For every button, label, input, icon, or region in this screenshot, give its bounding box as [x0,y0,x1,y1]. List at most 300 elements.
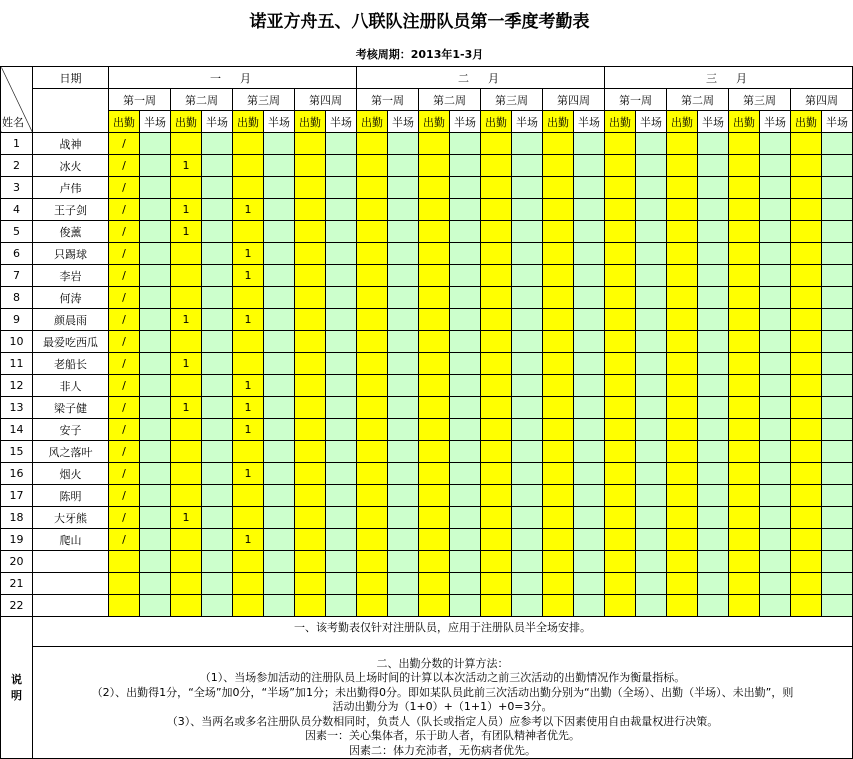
attend-cell[interactable] [419,375,450,397]
half-field-cell[interactable] [512,243,543,265]
attend-cell[interactable] [481,441,512,463]
half-field-cell[interactable] [140,287,171,309]
half-field-cell[interactable] [326,375,357,397]
attend-cell[interactable] [667,287,698,309]
attend-cell[interactable] [357,243,388,265]
half-field-cell[interactable] [264,353,295,375]
month-header-2[interactable]: 二 月 [357,67,605,89]
attend-cell[interactable] [791,133,822,155]
attend-cell[interactable] [233,573,264,595]
attend-cell[interactable] [481,463,512,485]
half-field-cell[interactable] [140,441,171,463]
half-field-cell[interactable] [574,463,605,485]
attend-cell[interactable] [605,331,636,353]
attend-cell[interactable] [481,177,512,199]
half-field-cell[interactable] [760,199,791,221]
attend-cell[interactable] [233,331,264,353]
half-field-cell[interactable] [574,507,605,529]
attend-cell[interactable] [667,133,698,155]
member-name[interactable]: 爬山 [33,529,109,551]
half-field-cell[interactable] [636,485,667,507]
half-field-cell[interactable] [264,265,295,287]
half-field-cell[interactable] [264,485,295,507]
half-field-header[interactable]: 半场 [202,111,233,133]
half-field-cell[interactable] [698,573,729,595]
attend-cell[interactable]: / [109,463,140,485]
attend-cell[interactable] [357,155,388,177]
half-field-cell[interactable] [698,177,729,199]
member-name[interactable] [33,595,109,617]
attend-cell[interactable] [419,419,450,441]
attend-cell[interactable] [481,419,512,441]
half-field-cell[interactable] [698,441,729,463]
half-field-cell[interactable] [388,529,419,551]
half-field-cell[interactable] [140,331,171,353]
attend-cell[interactable] [791,595,822,617]
attend-cell[interactable] [605,573,636,595]
half-field-cell[interactable] [202,133,233,155]
attend-cell[interactable]: / [109,397,140,419]
half-field-cell[interactable] [140,529,171,551]
half-field-cell[interactable] [574,485,605,507]
half-field-cell[interactable] [388,595,419,617]
attend-cell[interactable] [357,441,388,463]
attend-cell[interactable] [171,287,202,309]
attend-cell[interactable] [481,529,512,551]
attend-cell[interactable] [543,199,574,221]
half-field-cell[interactable] [636,331,667,353]
half-field-cell[interactable] [202,375,233,397]
half-field-cell[interactable] [698,221,729,243]
attend-cell[interactable] [419,287,450,309]
half-field-cell[interactable] [574,397,605,419]
attend-cell[interactable]: / [109,529,140,551]
half-field-cell[interactable] [822,507,853,529]
week-header-m3-w2[interactable]: 第二周 [667,89,729,111]
attend-cell[interactable] [729,551,760,573]
attend-cell[interactable] [171,573,202,595]
attend-cell[interactable] [233,595,264,617]
member-name[interactable]: 非人 [33,375,109,397]
half-field-cell[interactable] [264,507,295,529]
attend-cell[interactable] [543,397,574,419]
row-number[interactable]: 11 [1,353,33,375]
attend-header[interactable]: 出勤 [233,111,264,133]
attend-cell[interactable]: 1 [171,221,202,243]
attend-cell[interactable]: / [109,177,140,199]
attend-cell[interactable] [543,485,574,507]
attend-cell[interactable] [357,397,388,419]
attend-cell[interactable] [605,551,636,573]
half-field-cell[interactable] [202,595,233,617]
half-field-cell[interactable] [512,199,543,221]
attend-cell[interactable] [171,375,202,397]
half-field-cell[interactable] [822,287,853,309]
attend-cell[interactable] [481,265,512,287]
half-field-cell[interactable] [450,507,481,529]
half-field-cell[interactable] [636,507,667,529]
half-field-cell[interactable] [512,287,543,309]
half-field-cell[interactable] [822,595,853,617]
half-field-cell[interactable] [636,441,667,463]
half-field-cell[interactable] [450,463,481,485]
date-header[interactable]: 日期 [33,67,109,89]
attend-header[interactable]: 出勤 [419,111,450,133]
row-number[interactable]: 16 [1,463,33,485]
attend-cell[interactable]: 1 [233,397,264,419]
half-field-cell[interactable] [822,573,853,595]
half-field-cell[interactable] [822,529,853,551]
half-field-cell[interactable] [698,507,729,529]
attend-cell[interactable]: 1 [171,199,202,221]
half-field-cell[interactable] [512,353,543,375]
attend-cell[interactable] [171,133,202,155]
attend-cell[interactable] [357,221,388,243]
attend-cell[interactable] [667,551,698,573]
half-field-cell[interactable] [202,397,233,419]
attend-cell[interactable] [729,243,760,265]
half-field-cell[interactable] [760,573,791,595]
half-field-cell[interactable] [636,155,667,177]
attend-cell[interactable] [481,133,512,155]
half-field-cell[interactable] [760,463,791,485]
attend-cell[interactable]: / [109,309,140,331]
attend-cell[interactable] [605,199,636,221]
attend-cell[interactable] [729,463,760,485]
half-field-cell[interactable] [264,155,295,177]
attend-cell[interactable] [791,243,822,265]
row-number[interactable]: 6 [1,243,33,265]
attend-cell[interactable]: / [109,265,140,287]
attend-cell[interactable]: 1 [233,265,264,287]
half-field-cell[interactable] [202,507,233,529]
attend-cell[interactable] [171,595,202,617]
half-field-cell[interactable] [264,133,295,155]
half-field-cell[interactable] [140,177,171,199]
half-field-header[interactable]: 半场 [822,111,853,133]
attend-cell[interactable] [481,573,512,595]
half-field-cell[interactable] [450,353,481,375]
attend-header[interactable]: 出勤 [605,111,636,133]
attend-cell[interactable] [419,529,450,551]
attend-cell[interactable]: / [109,441,140,463]
half-field-cell[interactable] [760,221,791,243]
attend-cell[interactable] [481,199,512,221]
attend-cell[interactable] [543,551,574,573]
attend-cell[interactable] [171,331,202,353]
attend-cell[interactable] [171,419,202,441]
attend-cell[interactable] [605,221,636,243]
half-field-cell[interactable] [512,265,543,287]
attend-cell[interactable]: 1 [233,243,264,265]
half-field-cell[interactable] [760,595,791,617]
row-number[interactable]: 8 [1,287,33,309]
member-name[interactable] [33,573,109,595]
half-field-cell[interactable] [140,133,171,155]
row-number[interactable]: 21 [1,573,33,595]
attend-cell[interactable]: / [109,375,140,397]
half-field-cell[interactable] [760,133,791,155]
half-field-cell[interactable] [760,177,791,199]
half-field-cell[interactable] [326,177,357,199]
attend-cell[interactable] [171,243,202,265]
half-field-cell[interactable] [140,155,171,177]
row-number[interactable]: 9 [1,309,33,331]
week-header-m2-w1[interactable]: 第一周 [357,89,419,111]
attend-cell[interactable]: / [109,331,140,353]
half-field-cell[interactable] [636,265,667,287]
attend-cell[interactable] [729,155,760,177]
attend-cell[interactable] [295,353,326,375]
attend-cell[interactable] [667,265,698,287]
half-field-cell[interactable] [264,441,295,463]
half-field-cell[interactable] [760,397,791,419]
half-field-cell[interactable] [264,595,295,617]
attend-cell[interactable]: 1 [171,309,202,331]
member-name[interactable]: 李岩 [33,265,109,287]
attend-cell[interactable] [729,507,760,529]
half-field-cell[interactable] [388,419,419,441]
half-field-cell[interactable] [450,133,481,155]
attend-cell[interactable] [357,133,388,155]
half-field-cell[interactable] [698,243,729,265]
attend-cell[interactable] [295,133,326,155]
member-name[interactable]: 冰火 [33,155,109,177]
attend-cell[interactable] [791,177,822,199]
half-field-cell[interactable] [512,221,543,243]
attend-cell[interactable]: / [109,133,140,155]
attend-cell[interactable] [419,331,450,353]
half-field-cell[interactable] [450,419,481,441]
half-field-cell[interactable] [698,463,729,485]
attend-cell[interactable] [543,353,574,375]
half-field-cell[interactable] [450,441,481,463]
half-field-cell[interactable] [698,331,729,353]
attend-cell[interactable]: 1 [171,397,202,419]
member-name[interactable]: 最爱吃西瓜 [33,331,109,353]
attend-cell[interactable] [791,529,822,551]
attend-cell[interactable] [667,221,698,243]
attend-header[interactable]: 出勤 [171,111,202,133]
attend-cell[interactable] [543,287,574,309]
attend-cell[interactable] [543,155,574,177]
half-field-cell[interactable] [636,375,667,397]
attend-cell[interactable] [543,419,574,441]
attend-cell[interactable] [357,485,388,507]
attend-cell[interactable] [543,243,574,265]
half-field-cell[interactable] [822,441,853,463]
half-field-cell[interactable] [822,485,853,507]
attend-cell[interactable] [667,375,698,397]
attend-cell[interactable] [667,595,698,617]
attend-cell[interactable] [419,507,450,529]
member-name[interactable]: 烟火 [33,463,109,485]
attend-cell[interactable] [295,485,326,507]
attend-cell[interactable] [605,265,636,287]
member-name[interactable] [33,551,109,573]
half-field-cell[interactable] [574,177,605,199]
half-field-cell[interactable] [450,595,481,617]
half-field-cell[interactable] [202,243,233,265]
half-field-cell[interactable] [264,397,295,419]
half-field-cell[interactable] [574,573,605,595]
half-field-cell[interactable] [512,463,543,485]
half-field-cell[interactable] [326,441,357,463]
attend-cell[interactable] [109,595,140,617]
half-field-cell[interactable] [202,265,233,287]
attend-cell[interactable] [171,485,202,507]
attend-cell[interactable] [605,375,636,397]
half-field-cell[interactable] [202,155,233,177]
half-field-cell[interactable] [140,463,171,485]
row-number[interactable]: 15 [1,441,33,463]
attend-cell[interactable] [481,287,512,309]
half-field-cell[interactable] [326,419,357,441]
half-field-cell[interactable] [636,397,667,419]
attend-cell[interactable] [667,397,698,419]
half-field-cell[interactable] [574,199,605,221]
attend-cell[interactable] [667,243,698,265]
attend-cell[interactable] [791,573,822,595]
attend-cell[interactable] [171,463,202,485]
attend-cell[interactable] [233,287,264,309]
attend-cell[interactable] [729,397,760,419]
attend-cell[interactable] [543,221,574,243]
attend-cell[interactable] [667,419,698,441]
attend-cell[interactable] [605,309,636,331]
half-field-cell[interactable] [574,595,605,617]
attend-cell[interactable]: / [109,287,140,309]
half-field-cell[interactable] [822,331,853,353]
half-field-cell[interactable] [760,287,791,309]
half-field-cell[interactable] [760,309,791,331]
attend-header[interactable]: 出勤 [729,111,760,133]
attend-cell[interactable] [481,353,512,375]
half-field-cell[interactable] [264,529,295,551]
half-field-cell[interactable] [822,243,853,265]
half-field-cell[interactable] [574,529,605,551]
half-field-cell[interactable] [264,243,295,265]
half-field-cell[interactable] [264,221,295,243]
member-name[interactable]: 梁子健 [33,397,109,419]
half-field-cell[interactable] [512,551,543,573]
attend-header[interactable]: 出勤 [791,111,822,133]
attend-cell[interactable] [729,595,760,617]
attend-cell[interactable] [357,375,388,397]
half-field-cell[interactable] [450,243,481,265]
half-field-cell[interactable] [512,595,543,617]
half-field-cell[interactable] [822,309,853,331]
attend-cell[interactable] [419,221,450,243]
half-field-cell[interactable] [512,507,543,529]
half-field-cell[interactable] [326,529,357,551]
half-field-cell[interactable] [698,375,729,397]
member-name[interactable]: 何涛 [33,287,109,309]
attend-cell[interactable] [295,287,326,309]
half-field-cell[interactable] [264,199,295,221]
attend-cell[interactable] [295,419,326,441]
week-header-m1-w3[interactable]: 第三周 [233,89,295,111]
date-header-blank[interactable] [33,89,109,133]
half-field-cell[interactable] [450,155,481,177]
attend-cell[interactable] [171,529,202,551]
half-field-cell[interactable] [822,463,853,485]
half-field-cell[interactable] [574,353,605,375]
attend-cell[interactable]: 1 [233,375,264,397]
half-field-cell[interactable] [388,133,419,155]
attend-cell[interactable] [295,441,326,463]
attend-cell[interactable]: 1 [171,353,202,375]
half-field-cell[interactable] [512,485,543,507]
attend-cell[interactable] [233,221,264,243]
half-field-cell[interactable] [388,199,419,221]
half-field-cell[interactable] [264,177,295,199]
attend-cell[interactable] [729,573,760,595]
attend-cell[interactable] [543,463,574,485]
half-field-cell[interactable] [760,375,791,397]
attend-cell[interactable] [481,309,512,331]
attend-cell[interactable] [295,309,326,331]
half-field-cell[interactable] [140,309,171,331]
attend-cell[interactable] [667,507,698,529]
attend-cell[interactable] [667,331,698,353]
half-field-header[interactable]: 半场 [574,111,605,133]
attend-cell[interactable] [419,485,450,507]
half-field-cell[interactable] [698,155,729,177]
half-field-cell[interactable] [760,331,791,353]
half-field-cell[interactable] [202,485,233,507]
half-field-cell[interactable] [202,287,233,309]
half-field-cell[interactable] [202,441,233,463]
attend-cell[interactable] [233,441,264,463]
half-field-cell[interactable] [202,551,233,573]
half-field-cell[interactable] [140,507,171,529]
half-field-cell[interactable] [388,573,419,595]
half-field-cell[interactable] [698,309,729,331]
attend-cell[interactable] [791,419,822,441]
half-field-cell[interactable] [326,507,357,529]
attend-cell[interactable] [357,265,388,287]
attend-cell[interactable] [419,155,450,177]
half-field-cell[interactable] [140,265,171,287]
attend-cell[interactable] [357,573,388,595]
half-field-cell[interactable] [512,529,543,551]
attend-cell[interactable] [543,595,574,617]
half-field-cell[interactable] [512,419,543,441]
half-field-cell[interactable] [636,133,667,155]
half-field-cell[interactable] [636,419,667,441]
half-field-cell[interactable] [636,199,667,221]
attend-cell[interactable] [295,331,326,353]
attend-cell[interactable] [357,463,388,485]
half-field-cell[interactable] [450,375,481,397]
row-number[interactable]: 4 [1,199,33,221]
half-field-cell[interactable] [698,199,729,221]
attend-cell[interactable] [419,199,450,221]
attend-cell[interactable] [481,485,512,507]
attend-cell[interactable] [605,419,636,441]
attend-cell[interactable] [295,199,326,221]
half-field-cell[interactable] [822,133,853,155]
attend-cell[interactable] [481,221,512,243]
attend-cell[interactable] [729,265,760,287]
attend-cell[interactable]: 1 [233,529,264,551]
row-number[interactable]: 1 [1,133,33,155]
attend-cell[interactable] [605,177,636,199]
attend-cell[interactable] [295,177,326,199]
half-field-cell[interactable] [388,265,419,287]
week-header-m1-w4[interactable]: 第四周 [295,89,357,111]
